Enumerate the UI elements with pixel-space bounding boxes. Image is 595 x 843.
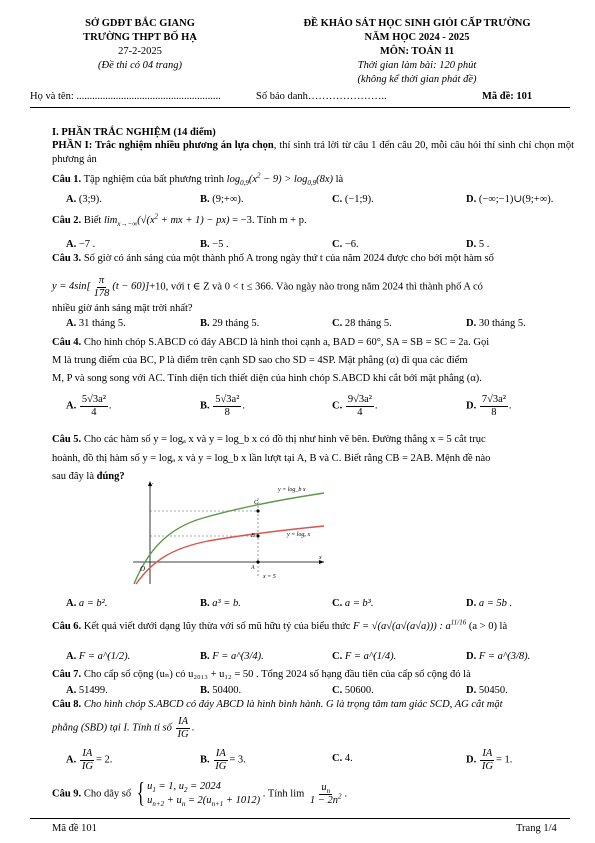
q1-tail: là — [335, 174, 344, 185]
q9-brace: { — [136, 778, 145, 809]
q5-option-b[interactable]: B. a³ = b. — [200, 598, 241, 609]
q7-label: Câu 7. — [52, 669, 82, 680]
q3-formula: y = 4sin[ $\frac{\pi}{178}$ (t − 60)] — [52, 275, 150, 299]
footer-page-number: Trang 1/4 — [516, 823, 557, 834]
q8-option-a[interactable]: A. $\frac{IA}{IG}$ = 2. — [66, 748, 113, 772]
q2-option-a[interactable]: A. −7 . — [66, 239, 96, 250]
pages-note: (Đề thi có 04 trang) — [98, 60, 182, 71]
q6-label: Câu 6. — [52, 621, 82, 632]
q6-expression: F = √(a√(a√(a√a))) : $a^{11/16}$ — [353, 618, 467, 632]
q2-limit: $\lim_{x\to-\infty}(√(x^2$ + mx + 1) − px) — [103, 212, 230, 229]
q9-limit: $\frac{u_n}{1 - 2n^2}$ — [309, 781, 342, 806]
q6-option-b[interactable]: B. F = a^(3/4). — [200, 651, 264, 662]
q5-option-d[interactable]: D. a = 5b . — [466, 598, 513, 609]
question-2 — [52, 214, 574, 228]
exam-code: Mã đề: 101 — [482, 91, 533, 102]
q1-option-a[interactable]: A. (3;9). — [66, 194, 102, 205]
q5-line3-wrap: sau đây là đúng? — [52, 471, 125, 482]
q7-option-b[interactable]: B. 50400. — [200, 685, 242, 696]
q4-line2: M là trung điểm của BC, P là điểm trên cạnh SD sao cho SD = 4SP. Mặt phẳng (α) đi qua các điểm — [52, 355, 468, 366]
q2-option-b[interactable]: B. −5 . — [200, 239, 229, 250]
q8-line2-wrap: phẳng (SBD) tại I. Tính tỉ số $\frac{IA}{IG}$ . — [52, 716, 195, 740]
q1-option-b[interactable]: B. (9;+∞). — [200, 194, 244, 205]
q3-option-d[interactable]: D. 30 tháng 5. — [466, 318, 526, 329]
q9-text: Cho dãy số — [83, 788, 132, 800]
q3-label: Câu 3. — [52, 253, 82, 264]
q5-label: Câu 5. — [52, 434, 82, 445]
q5-option-c[interactable]: C. a = b³. — [332, 598, 374, 609]
q8-text: Cho hình chóp S.ABCD có đáy ABCD là hình bình hành. G là trọng tâm tam giác SCD, AG cắt mặt — [83, 699, 503, 710]
q9-system: $u_1 = 1$, $u_2 = 2024$ $u_{n+2} + u_n = 2(u_{n+1} + 1012)$ — [147, 781, 261, 809]
q7-option-c[interactable]: C. 50600. — [332, 685, 374, 696]
part-label: PHẦN I: Trắc nghiệm nhiều phương án lựa chọn — [52, 140, 274, 151]
q6-option-c[interactable]: C. F = a^(1/4). — [332, 651, 397, 662]
question-8 — [52, 698, 574, 712]
q4-option-c[interactable]: C. $\frac{\text{9√3a²}}{4}$ . — [332, 394, 378, 418]
graph-point-a-label: A — [251, 565, 255, 571]
school-name: TRƯỜNG THPT BỐ HẠ — [83, 32, 197, 43]
question-9: Câu 9. Cho dãy số { $u_1 = 1$, $u_2 = 2024$ $u_{n+2} + u_n = 2(u_{n+1} + 1012)$ . Tính lim $\frac{u_n}{1 - 2n^2}$ . — [52, 778, 348, 809]
question-5 — [52, 433, 574, 447]
q4-option-d[interactable]: D. $\frac{\text{7√3a²}}{8}$ . — [466, 394, 512, 418]
q7-option-a[interactable]: A. 51499. — [66, 685, 108, 696]
q5-line2: hoành, đồ thị hàm số y = logₐ x và y = log_b x lần lượt tại A, B và C. Biết rằng CB = 2AB. Mệnh đề nào — [52, 453, 491, 464]
q8-line2: phẳng (SBD) tại I. Tính tỉ số — [52, 722, 172, 734]
q6-text: Kết quả viết dưới dạng lũy thừa với số mũ hữu tỷ của biểu thức — [83, 621, 351, 632]
graph-point-b-label: B — [251, 533, 255, 539]
point-b — [256, 534, 259, 537]
q1-text: Tập nghiệm của bất phương trình — [83, 174, 225, 185]
graph-label-log-a: y = logₐ x — [287, 532, 311, 538]
q7-option-d[interactable]: D. 50450. — [466, 685, 508, 696]
q8-label: Câu 8. — [52, 699, 82, 710]
q2-text: Biết — [83, 215, 102, 226]
q3-option-c[interactable]: C. 28 tháng 5. — [332, 318, 392, 329]
q3-formula-line — [52, 275, 574, 299]
exam-time: Thời gian làm bài: 120 phút — [357, 60, 477, 71]
candidate-name-field: Họ và tên: ....................................................... — [30, 91, 221, 102]
graph-origin-label: O — [140, 565, 146, 573]
q8-option-d[interactable]: D. $\frac{IA}{IG}$ = 1. — [466, 748, 513, 772]
q6-tail: (a > 0) là — [468, 621, 508, 632]
q3-line3: nhiều giờ ánh sáng mặt trời nhất? — [52, 303, 193, 314]
q6-option-d[interactable]: D. F = a^(3/8). — [466, 651, 531, 662]
department-name: SỞ GDĐT BẮC GIANG — [85, 18, 195, 29]
graph-label-log-b: y = log_b x — [278, 487, 306, 493]
section-title: I. PHẦN TRẮC NGHIỆM (14 điểm) — [52, 127, 216, 138]
q2-label: Câu 2. — [52, 215, 82, 226]
question-6 — [52, 620, 574, 634]
q4-label: Câu 4. — [52, 337, 82, 348]
footer-divider — [30, 818, 570, 819]
q1-option-d[interactable]: D. (−∞;−1)∪(9;+∞). — [466, 194, 554, 205]
q3-line2: +10, với t ∈ Z và 0 < t ≤ 366. Vào ngày nào trong năm 2024 thì thành phố A có — [149, 281, 483, 293]
q4-line3: M, P và song song với AC. Tính diện tích thiết diện của hình chóp S.ABCD khi cắt bởi mặt phẳng (α). — [52, 373, 482, 384]
q4-text: Cho hình chóp S.ABCD có đáy ABCD là hình thoi cạnh a, BAD = 60°, SA = SB = SC = 2a. Gọi — [83, 337, 490, 348]
q4-option-a[interactable]: A. $\frac{\text{5√3a²}}{4}$ . — [66, 394, 112, 418]
graph-point-c-label: C — [254, 500, 259, 506]
q3-text: Số giờ có ánh sáng của một thành phố A trong ngày thứ t của năm 2024 được cho bởi một hàm số — [83, 253, 494, 264]
q9-label: Câu 9. — [52, 788, 82, 800]
graph-x-label: x — [319, 555, 322, 561]
q5-option-a[interactable]: A. a = b². — [66, 598, 108, 609]
exam-time-note: (không kể thời gian phát đề) — [357, 74, 477, 85]
q8-option-b[interactable]: B. $\frac{IA}{IG}$ = 3. — [200, 748, 246, 772]
q5-line3: sau đây là — [52, 471, 94, 482]
graph-y-label: y — [150, 482, 153, 488]
q8-option-c[interactable]: C. 4. — [332, 753, 353, 764]
q3-option-a[interactable]: A. 31 tháng 5. — [66, 318, 126, 329]
section-instructions — [52, 139, 574, 166]
point-c — [256, 509, 259, 512]
graph-label-x5: x = 5 — [263, 574, 276, 580]
subject: MÔN: TOÁN 11 — [379, 46, 455, 57]
point-a — [256, 560, 259, 563]
part-text: , thí sinh trả lời từ câu 1 đến câu 20, mỗi câu hỏi thí sinh chỉ chọn một phương án — [52, 140, 574, 165]
q1-inequality: $\log_{0,9}(x^2 - 9) > \log_{0,9}(8x)$ — [226, 171, 334, 188]
exam-date: 27-2-2025 — [118, 46, 162, 57]
exam-title: ĐỀ KHẢO SÁT HỌC SINH GIỎI CẤP TRƯỜNG — [303, 18, 531, 29]
q2-option-d[interactable]: D. 5 . — [466, 239, 490, 250]
q7-text: Cho cấp số cộng (uₙ) có u₂₀₁₃ + u₁₂ = 50 . Tổng 2024 số hạng đầu tiên của cấp số cộng đó là — [83, 669, 471, 680]
q1-option-c[interactable]: C. (−1;9). — [332, 194, 374, 205]
header-divider — [30, 107, 570, 108]
q5-emphasis: đúng — [96, 471, 120, 482]
q8-ratio: $\frac{IA}{IG}$ — [177, 716, 189, 740]
question-4 — [52, 336, 574, 350]
school-year: NĂM HỌC 2024 - 2025 — [364, 32, 470, 43]
q9-tail: . Tính lim — [262, 788, 305, 800]
question-3 — [52, 252, 574, 266]
candidate-number-field: Số báo danh………………….. — [256, 91, 387, 102]
q2-tail: = −3. Tính m + p. — [232, 215, 307, 226]
q5-text: Cho các hàm số y = logₐ x và y = log_b x có đồ thị như hình vẽ bên. Đường thẳng x = 5 cắt trục — [83, 434, 486, 445]
q3-option-b[interactable]: B. 29 tháng 5. — [200, 318, 260, 329]
question-1 — [52, 173, 574, 187]
q2-option-c[interactable]: C. −6. — [332, 239, 359, 250]
q4-option-b[interactable]: B. $\frac{\text{5√3a²}}{8}$ . — [200, 394, 245, 418]
footer-exam-code: Mã đề 101 — [52, 823, 97, 834]
q1-label: Câu 1. — [52, 174, 82, 185]
question-7 — [52, 668, 574, 682]
q6-option-a[interactable]: A. F = a^(1/2). — [66, 651, 131, 662]
